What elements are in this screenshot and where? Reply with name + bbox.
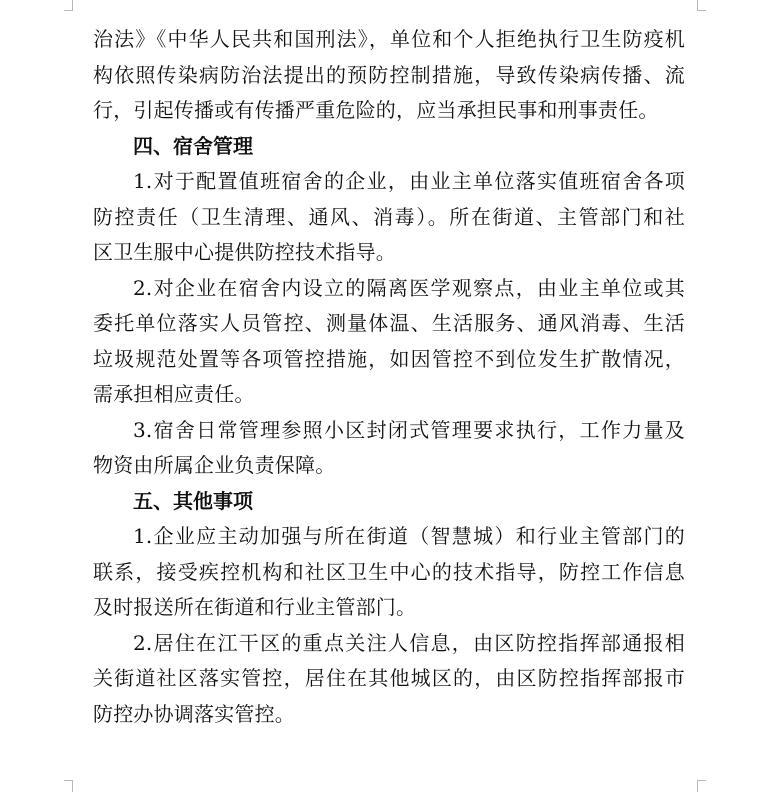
text-line: 1.企业应主动加强与所在街道（智慧城）和行业主管部门的 xyxy=(133,524,685,548)
text-line: 构依照传染病防治法提出的预防控制措施，导致传染病传播、流 xyxy=(93,62,685,87)
text-line: 1.对于配置值班宿舍的企业，由业主单位落实值班宿舍各项 xyxy=(133,169,685,193)
bottom-left-margin-mark xyxy=(64,780,73,792)
text-line: 区卫生服中心提供防控技术指导。 xyxy=(93,240,396,264)
text-line: 关街道社区落实管控，居住在其他城区的，由区防控指挥部报市 xyxy=(93,666,685,690)
text-line: 行，引起传播或有传播严重危险的，应当承担民事和刑事责任。 xyxy=(93,98,659,122)
section-heading-dormitory: 四、宿舍管理 xyxy=(133,133,253,158)
text-line: 治法》《中华人民共和国刑法》，单位和个人拒绝执行卫生防疫机 xyxy=(93,27,685,51)
top-right-margin-mark xyxy=(697,0,706,11)
top-left-margin-mark xyxy=(64,0,73,11)
text-line: 垃圾规范处置等各项管控措施，如因管控不到位发生扩散情况， xyxy=(93,346,685,371)
text-line: 防控办协调落实管控。 xyxy=(93,701,295,726)
text-line: 2.居住在江干区的重点关注人信息，由区防控指挥部通报相 xyxy=(133,630,685,655)
text-line: 2.对企业在宿舍内设立的隔离医学观察点，由业主单位或其 xyxy=(133,275,685,300)
text-line: 及时报送所在街道和行业主管部门。 xyxy=(93,595,417,619)
document-body[interactable] xyxy=(93,22,685,732)
section-heading-other: 五、其他事项 xyxy=(133,488,253,513)
text-line: 防控责任（卫生清理、通风、消毒）。所在街道、主管部门和社 xyxy=(93,204,685,229)
text-line: 联系，接受疾控机构和社区卫生中心的技术指导，防控工作信息 xyxy=(93,559,685,584)
text-line: 委托单位落实人员管控、测量体温、生活服务、通风消毒、生活 xyxy=(93,311,685,335)
text-line: 3.宿舍日常管理参照小区封闭式管理要求执行，工作力量及 xyxy=(133,417,685,442)
text-line: 需承担相应责任。 xyxy=(93,382,255,406)
bottom-right-margin-mark xyxy=(697,780,706,792)
text-line: 物资由所属企业负责保障。 xyxy=(93,453,336,477)
